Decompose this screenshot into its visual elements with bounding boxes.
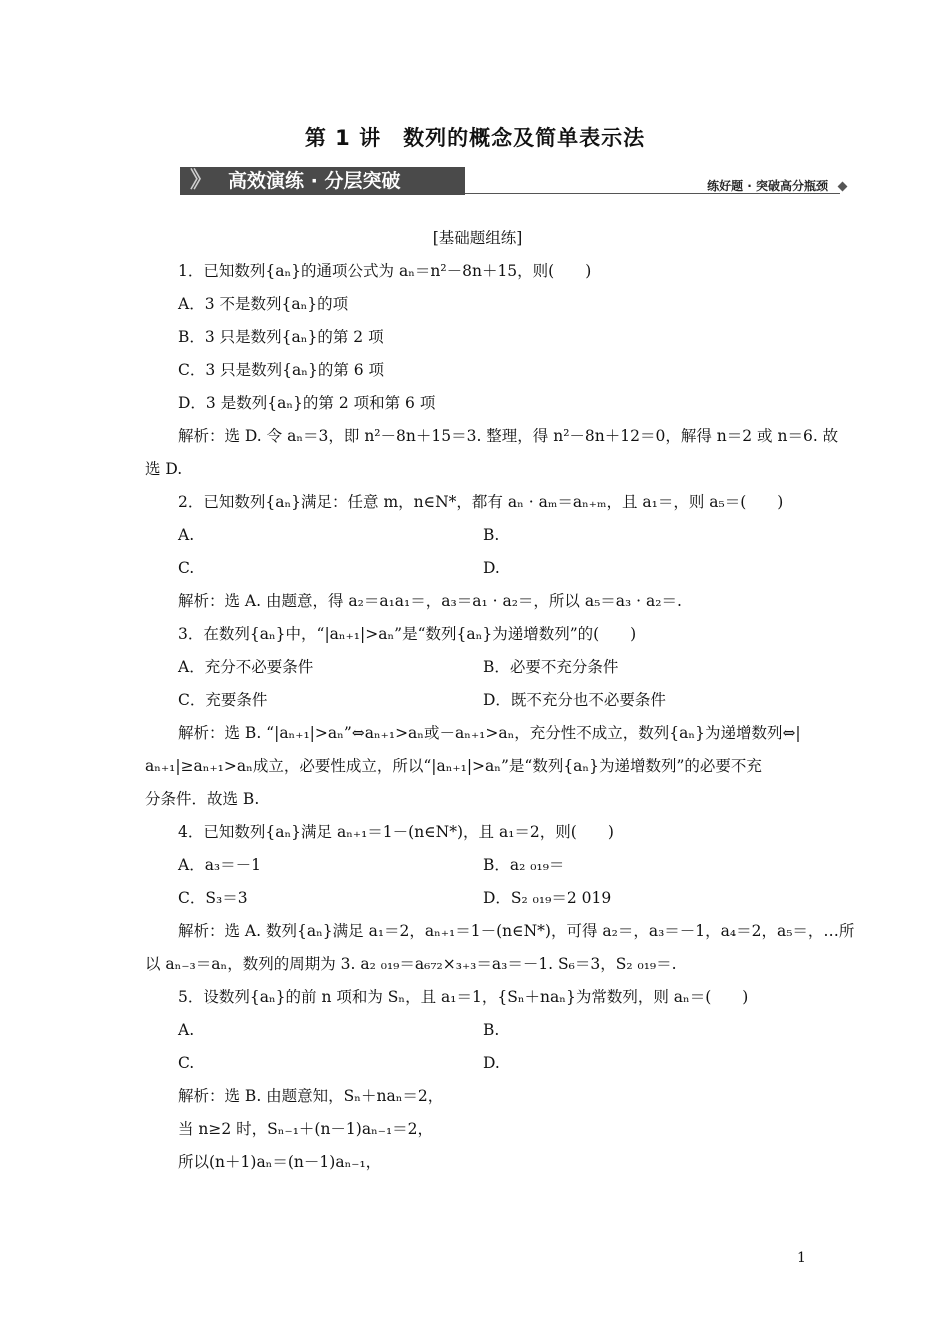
q5-option-a: A.: [178, 1021, 195, 1039]
section-banner: [180, 163, 848, 197]
q3-solution-line-1: 解析：选 B. “|aₙ₊₁|>aₙ”⇔aₙ₊₁>aₙ或－aₙ₊₁>aₙ，充分性不成立，数列{aₙ}为递增数列⇔|: [178, 724, 801, 742]
q3-options-row-1: [145, 651, 810, 684]
question-4: 4．已知数列{aₙ}满足 aₙ₊₁＝1－(n∈N*)，且 a₁＝2，则( ): [178, 823, 614, 841]
q2-option-d: D.: [483, 559, 500, 577]
double-chevron-icon: 》: [190, 168, 213, 193]
document-body: [145, 222, 855, 1179]
q1-option-b: B．3 只是数列{aₙ}的第 2 项: [178, 328, 384, 346]
question-3: 3．在数列{aₙ}中，“|aₙ₊₁|>aₙ”是“数列{aₙ}为递增数列”的( ): [178, 625, 637, 643]
q3-solution-line-2: aₙ₊₁|≥aₙ₊₁>aₙ成立，必要性成立，所以“|aₙ₊₁|>aₙ”是“数列{aₙ}为递增数列”的必要不充: [145, 757, 762, 775]
q4-option-b: B．a₂ ₀₁₉＝: [483, 856, 565, 874]
diamond-icon: [838, 182, 848, 192]
q5-solution-line-2: 当 n≥2 时，Sₙ₋₁＋(n－1)aₙ₋₁＝2，: [178, 1120, 434, 1138]
q1-solution-line-1: 解析：选 D. 令 aₙ＝3，即 n²－8n＋15＝3. 整理，得 n²－8n＋12＝0，解得 n＝2 或 n＝6. 故: [178, 427, 839, 445]
q4-option-c: C．S₃＝3: [178, 889, 248, 907]
q2-options-row-2: [145, 552, 810, 585]
q2-options-row-1: [145, 519, 810, 552]
banner-left-text: 高效演练 · 分层突破: [228, 170, 401, 192]
q4-options-row-2: [145, 882, 810, 915]
q5-options-row-1: [145, 1014, 810, 1047]
q3-solution-line-3: 分条件．故选 B.: [145, 790, 260, 808]
q4-option-d: D．S₂ ₀₁₉＝2 019: [483, 889, 612, 907]
q1-option-c: C．3 只是数列{aₙ}的第 6 项: [178, 361, 385, 379]
q4-options-row-1: [145, 849, 810, 882]
q1-option-a: A．3 不是数列{aₙ}的项: [178, 295, 349, 313]
q3-option-b: B．必要不充分条件: [483, 658, 619, 676]
question-2: 2．已知数列{aₙ}满足：任意 m，n∈N*，都有 aₙ · aₘ＝aₙ₊ₘ，且 a₁＝，则 a₅＝( ): [178, 493, 784, 511]
q1-solution-line-2: 选 D.: [145, 460, 183, 478]
q5-option-d: D.: [483, 1054, 500, 1072]
q5-solution-line-1: 解析：选 B. 由题意知，Sₙ＋naₙ＝2，: [178, 1087, 444, 1105]
q5-option-c: C.: [178, 1054, 195, 1072]
q2-option-c: C.: [178, 559, 195, 577]
question-1: 1．已知数列{aₙ}的通项公式为 aₙ＝n²－8n＋15，则( ): [178, 262, 592, 280]
q3-option-d: D．既不充分也不必要条件: [483, 691, 666, 709]
page-title: 第 1 讲 数列的概念及简单表示法: [304, 126, 646, 150]
section-label: [基础题组练]: [432, 229, 523, 247]
page-number: 1: [797, 1250, 806, 1266]
question-5: 5．设数列{aₙ}的前 n 项和为 Sₙ，且 a₁＝1，{Sₙ＋naₙ}为常数列，则 aₙ＝( ): [178, 988, 749, 1006]
q2-solution: 解析：选 A. 由题意，得 a₂＝a₁a₁＝，a₃＝a₁ · a₂＝，所以 a₅＝a₃ · a₂＝.: [178, 592, 682, 610]
q2-option-a: A.: [178, 526, 195, 544]
q1-option-d: D．3 是数列{aₙ}的第 2 项和第 6 项: [178, 394, 436, 412]
q4-solution-line-1: 解析：选 A. 数列{aₙ}满足 a₁＝2，aₙ₊₁＝1－(n∈N*)，可得 a₂＝，a₃＝－1，a₄＝2，a₅＝，…所: [178, 922, 855, 940]
q3-option-a: A．充分不必要条件: [178, 658, 314, 676]
q5-solution-line-3: 所以(n＋1)aₙ＝(n－1)aₙ₋₁，: [178, 1153, 382, 1171]
q2-option-b: B.: [483, 526, 500, 544]
banner-right-text: 练好题 · 突破高分瓶颈: [707, 179, 828, 193]
q4-option-a: A．a₃＝－1: [178, 856, 262, 874]
q3-option-c: C．充要条件: [178, 691, 268, 709]
q3-options-row-2: [145, 684, 810, 717]
q5-options-row-2: [145, 1047, 810, 1080]
q5-option-b: B.: [483, 1021, 500, 1039]
q4-solution-line-2: 以 aₙ₋₃＝aₙ，数列的周期为 3. a₂ ₀₁₉＝a₆₇₂×₃₊₃＝a₃＝－1. S₆＝3，S₂ ₀₁₉＝.: [145, 955, 677, 973]
